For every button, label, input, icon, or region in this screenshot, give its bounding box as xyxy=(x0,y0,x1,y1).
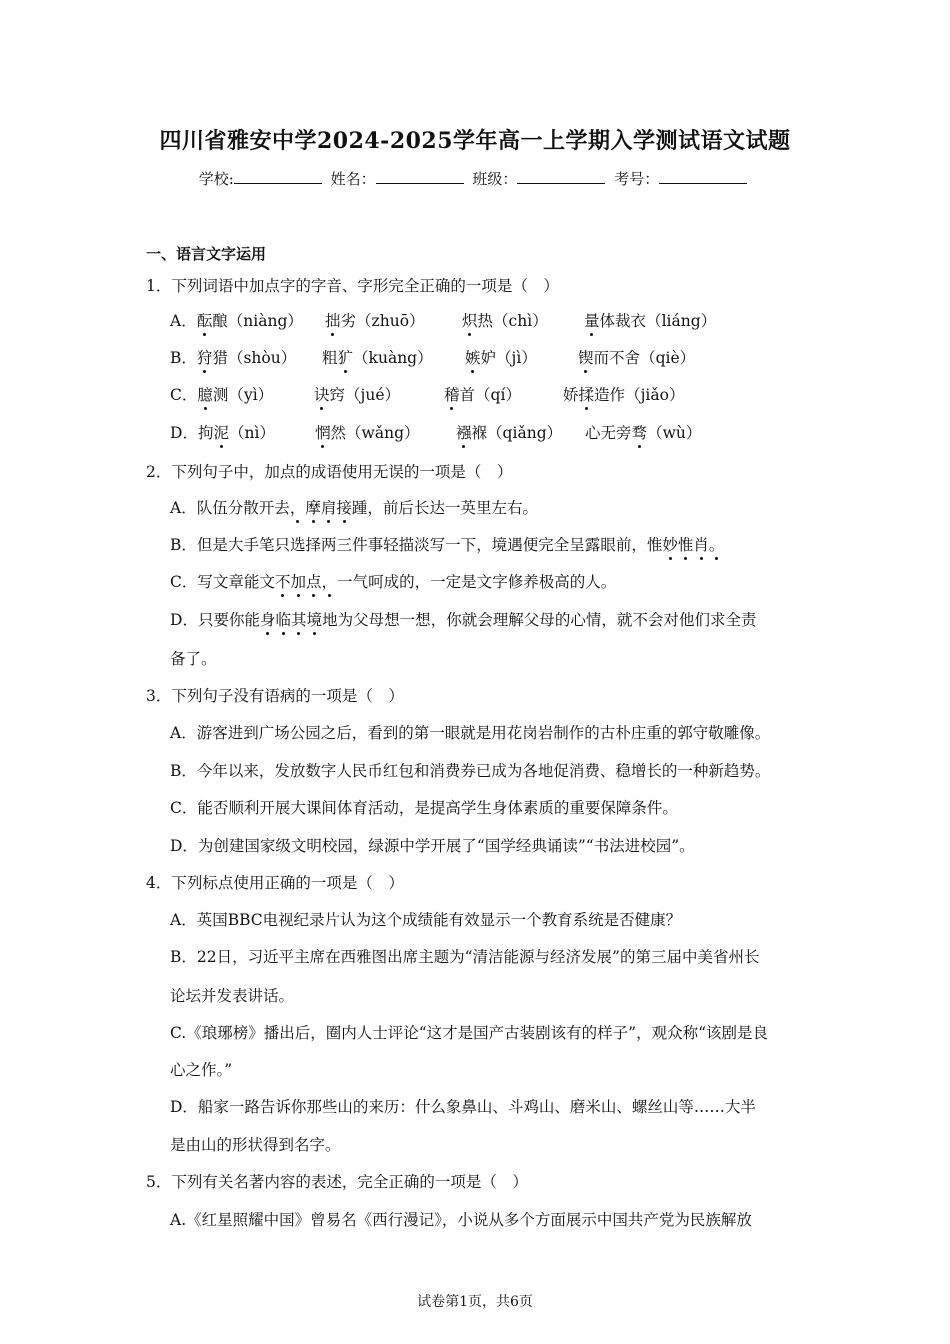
q1-c-3: 稽首（qí） xyxy=(444,386,521,404)
q1-c-4: 娇揉造作（jiǎo） xyxy=(563,386,685,404)
q2-option-a: A．队伍分散开去，摩肩接踵，前后长达一英里左右。 xyxy=(170,499,539,517)
q4-option-b-line2: 论坛并发表讲话。 xyxy=(170,987,295,1005)
q2-option-b: B．但是大手笔只选择两三件事轻描淡写一下，境遇便完全呈露眼前，惟妙惟肖。 xyxy=(170,536,725,554)
q1-d-1: D．拘泥（nì） xyxy=(170,424,275,442)
q1-b-4: 锲而不舍（qiè） xyxy=(578,349,696,367)
q1-a-1: A．酝酿（niàng） xyxy=(170,312,303,330)
school-label: 学校: xyxy=(198,170,234,188)
class-blank[interactable] xyxy=(517,169,605,184)
q4-option-a: A．英国BBC电视纪录片认为这个成绩能有效显示一个教育系统是否健康？ xyxy=(170,911,682,929)
q1-a-4: 量体裁衣（liáng） xyxy=(584,312,717,330)
q1-b-3: 嫉妒（jì） xyxy=(465,349,537,367)
question-5-stem: 5．下列有关名著内容的表述，完全正确的一项是（ ） xyxy=(146,1173,528,1191)
question-4-stem: 4．下列标点使用正确的一项是（ ） xyxy=(146,874,404,892)
q1-b-1: B．狩猎（shòu） xyxy=(170,349,297,367)
section-title: 一、语言文字运用 xyxy=(146,245,267,263)
q1-d-3: 襁褓（qiǎng） xyxy=(456,424,563,442)
question-2-stem: 2．下列句子中，加点的成语使用无误的一项是（ ） xyxy=(146,463,513,481)
question-1-stem: 1．下列词语中加点字的字音、字形完全正确的一项是（ ） xyxy=(146,277,559,295)
q4-option-b-line1: B．22日，习近平主席在西雅图出席主题为“清洁能源与经济发展”的第三届中美省州长 xyxy=(170,948,760,966)
q4-option-c-line1: C.《琅琊榜》播出后，圈内人士评论“这才是国产古装剧该有的样子”，观众称“该剧是良 xyxy=(170,1024,769,1042)
question-3-stem: 3．下列句子没有语病的一项是（ ） xyxy=(146,687,404,705)
page-title: 四川省雅安中学2024-2025学年高一上学期入学测试语文试题 xyxy=(159,128,791,154)
q5-option-a-line1: A.《红星照耀中国》曾易名《西行漫记》，小说从多个方面展示中国共产党为民族解放 xyxy=(170,1211,752,1229)
q4-option-d-line1: D．船家一路告诉你那些山的来历：什么象鼻山、斗鸡山、磨米山、螺丝山等……大半 xyxy=(170,1098,756,1116)
q1-b-2: 粗犷（kuàng） xyxy=(322,349,433,367)
id-label: 考号： xyxy=(614,170,660,188)
q3-option-b: B．今年以来，发放数字人民币红包和消费券已成为各地促消费、稳增长的一种新趋势。 xyxy=(170,762,771,780)
q3-option-d: D．为创建国家级文明校园，绿源中学开展了“国学经典诵读”“书法进校园”。 xyxy=(170,837,695,855)
class-label: 班级： xyxy=(472,170,518,188)
name-label: 姓名： xyxy=(330,170,376,188)
id-blank[interactable] xyxy=(659,169,747,184)
q1-c-2: 诀窍（jué） xyxy=(314,386,401,404)
q4-option-d-line2: 是由山的形状得到名字。 xyxy=(170,1136,341,1154)
school-blank[interactable] xyxy=(234,169,322,184)
q2-option-c: C．写文章能文不加点，一气呵成的，一定是文字修养极高的人。 xyxy=(170,573,617,591)
name-blank[interactable] xyxy=(376,169,464,184)
q2-option-d-line1: D．只要你能身临其境地为父母想一想，你就会理解父母的心情，就不会对他们求全责 xyxy=(170,611,757,629)
q1-d-4: 心无旁骛（wù） xyxy=(585,424,702,442)
q1-a-3: 炽热（chì） xyxy=(462,312,548,330)
q1-a-2: 拙劣（zhuō） xyxy=(325,312,425,330)
q3-option-c: C．能否顺利开展大课间体育活动，是提高学生身体素质的重要保障条件。 xyxy=(170,799,678,817)
student-info-line xyxy=(0,168,950,189)
q3-option-a: A．游客进到广场公园之后，看到的第一眼就是用花岗岩制作的古朴庄重的郭守敬雕像。 xyxy=(170,724,771,742)
q4-option-c-line2: 心之作。” xyxy=(170,1061,233,1079)
page-footer: 试卷第1页，共6页 xyxy=(417,1294,533,1310)
q1-d-2: 惘然（wǎng） xyxy=(315,424,420,442)
q2-option-d-line2: 备了。 xyxy=(170,650,217,668)
q1-c-1: C．臆测（yì） xyxy=(170,386,274,404)
